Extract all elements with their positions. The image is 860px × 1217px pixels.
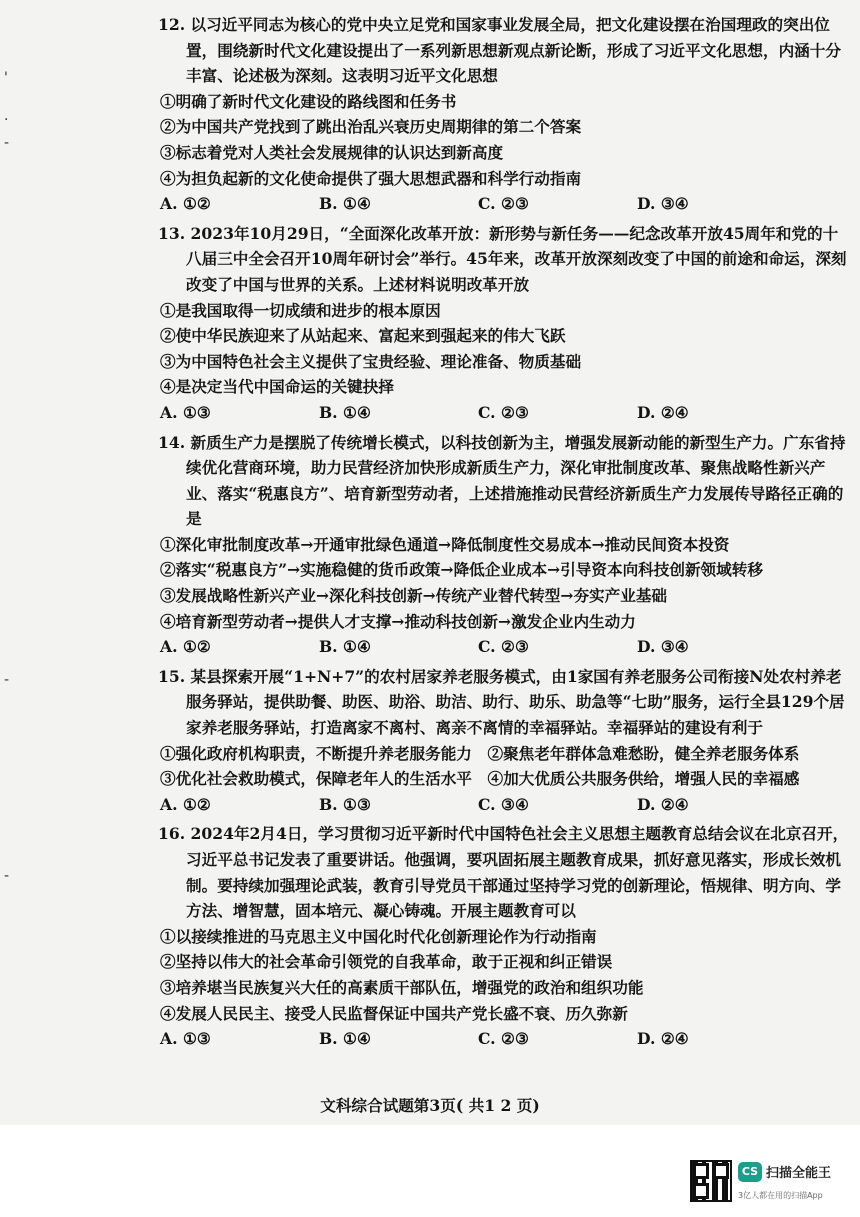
answer-choices	[160, 191, 850, 217]
statement: ④是决定当代中国命运的关键抉择	[160, 377, 394, 397]
margin-mark: ·	[4, 112, 9, 128]
question-16	[158, 821, 850, 1051]
choice-d: D. ②④	[637, 402, 689, 422]
choice-c: C. ②③	[478, 637, 529, 657]
statement: ③培养堪当民族复兴大任的高素质干部队伍，增强党的政治和组织功能	[160, 977, 644, 997]
statement: ①是我国取得一切成绩和进步的根本原因	[160, 300, 441, 320]
statement: ②使中华民族迎来了从站起来、富起来到强起来的伟大飞跃	[160, 326, 566, 346]
statement: ③为中国特色社会主义提供了宝贵经验、理论准备、物质基础	[160, 351, 582, 371]
statement: ①以接续推进的马克思主义中国化时代化创新理论作为行动指南	[160, 926, 597, 946]
choice-a: A. ①③	[160, 1029, 211, 1049]
choice-b: B. ①④	[319, 637, 371, 657]
statement: ③标志着党对人类社会发展规律的认识达到新高度	[160, 142, 504, 162]
choice-c: C. ②③	[478, 402, 529, 422]
statement: ①深化审批制度改革→开通审批绿色通道→降低制度性交易成本→推动民间资本投资	[160, 534, 730, 554]
choice-b: B. ①④	[319, 402, 371, 422]
choice-a: A. ①③	[160, 402, 211, 422]
answer-choices	[160, 400, 850, 426]
watermark-app-name: 扫描全能王	[766, 1166, 832, 1181]
question-stem: 13. 2023年10月29日，“全面深化改革开放：新形势与新任务——纪念改革开放45周年和党的十八届三中全会召开10周年研讨会”举行。45年来，改革开放深刻改变了中国的前途和命运，深刻改变了中国与世界的关系。上述材料说明改革开放	[158, 223, 847, 294]
margin-mark: -	[4, 868, 10, 884]
statement: ④培育新型劳动者→提供人才支撑→推动科技创新→激发企业内生动力	[160, 611, 636, 631]
choice-c: C. ③④	[478, 794, 529, 814]
question-stem: 12. 以习近平同志为核心的党中央立足党和国家事业发展全局，把文化建设摆在治国理政的突出位置，围绕新时代文化建设提出了一系列新思想新观点新论断，形成了习近平文化思想，内涵十分丰富、论述极为深刻。这表明习近平文化思想	[158, 15, 841, 86]
choice-a: A. ①②	[160, 194, 211, 214]
question-15	[158, 664, 850, 818]
choice-c: C. ②③	[478, 194, 529, 214]
choice-b: B. ①④	[319, 1029, 371, 1049]
page-footer: 文科综合试题第3页( 共1 2 页)	[320, 1096, 540, 1115]
statement: ②为中国共产党找到了跳出治乱兴衰历史周期律的第二个答案	[160, 117, 582, 137]
question-12	[158, 12, 850, 217]
choice-d: D. ③④	[637, 194, 689, 214]
margin-mark: '	[4, 70, 8, 86]
question-stem: 15. 某县探索开展“1+N+7”的农村居家养老服务模式，由1家国有养老服务公司衔接N处农村养老服务驿站，提供助餐、助医、助浴、助洁、助行、助乐、助急等“七助”服务，运行全县129个居家养老服务驿站，打造离家不离村、离亲不离情的幸福驿站。幸福驿站的建设有利于	[158, 666, 845, 738]
watermark-tagline: 3亿人都在用的扫描App	[738, 1191, 823, 1200]
question-stem: 16. 2024年2月4日，学习贯彻习近平新时代中国特色社会主义思想主题教育总结会议在北京召开，习近平总书记发表了重要讲话。他强调，要巩固拓展主题教育成果，抓好意见落实，形成长效机制。要持续加强理论武装，教育引导党员干部通过坚持学习党的创新理论，悟规律、明方向、学方法、增智慧，固本培元、凝心铸魂。开展主题教育可以	[158, 824, 849, 921]
statement: ③发展战略性新兴产业→深化科技创新→传统产业替代转型→夯实产业基础	[160, 586, 668, 606]
choice-d: D. ③④	[637, 637, 689, 657]
margin-mark: -	[4, 672, 10, 688]
question-14	[158, 430, 850, 660]
choice-d: D. ②④	[637, 794, 689, 814]
choice-d: D. ②④	[637, 1029, 689, 1049]
question-13	[158, 221, 850, 426]
answer-choices	[160, 1026, 850, 1052]
qr-code-icon	[690, 1160, 732, 1202]
answer-choices	[160, 634, 850, 660]
statement: ①强化政府机构职责，不断提升养老服务能力 ②聚焦老年群体急难愁盼，健全养老服务体系	[160, 743, 800, 763]
choice-b: B. ①③	[319, 794, 371, 814]
answer-choices	[160, 792, 850, 818]
statement: ②落实“税惠良方”→实施稳健的货币政策→降低企业成本→引导资本向科技创新领域转移	[160, 560, 763, 580]
choice-a: A. ①②	[160, 794, 211, 814]
camscanner-logo-icon: CS	[738, 1162, 762, 1182]
statement: ②坚持以伟大的社会革命引领党的自我革命，敢于正视和纠正错误	[160, 952, 613, 972]
statement: ①明确了新时代文化建设的路线图和任务书	[160, 91, 457, 111]
question-list	[158, 12, 850, 1056]
statement: ④为担负起新的文化使命提供了强大思想武器和科学行动指南	[160, 168, 582, 188]
choice-b: B. ①④	[319, 194, 371, 214]
statement: ④发展人民民主、接受人民监督保证中国共产党长盛不衰、历久弥新	[160, 1003, 628, 1023]
statement: ③优化社会救助模式，保障老年人的生活水平 ④加大优质公共服务供给，增强人民的幸福感	[160, 769, 800, 789]
margin-mark: -	[4, 135, 10, 151]
question-stem: 14. 新质生产力是摆脱了传统增长模式，以科技创新为主，增强发展新动能的新型生产力。广东省持续优化营商环境，助力民营经济加快形成新质生产力，深化审批制度改革、聚焦战略性新兴产业、落实“税惠良方”、培育新型劳动者，上述措施推动民营经济新质生产力发展传导路径正确的是	[158, 432, 846, 529]
choice-a: A. ①②	[160, 637, 211, 657]
choice-c: C. ②③	[478, 1029, 529, 1049]
